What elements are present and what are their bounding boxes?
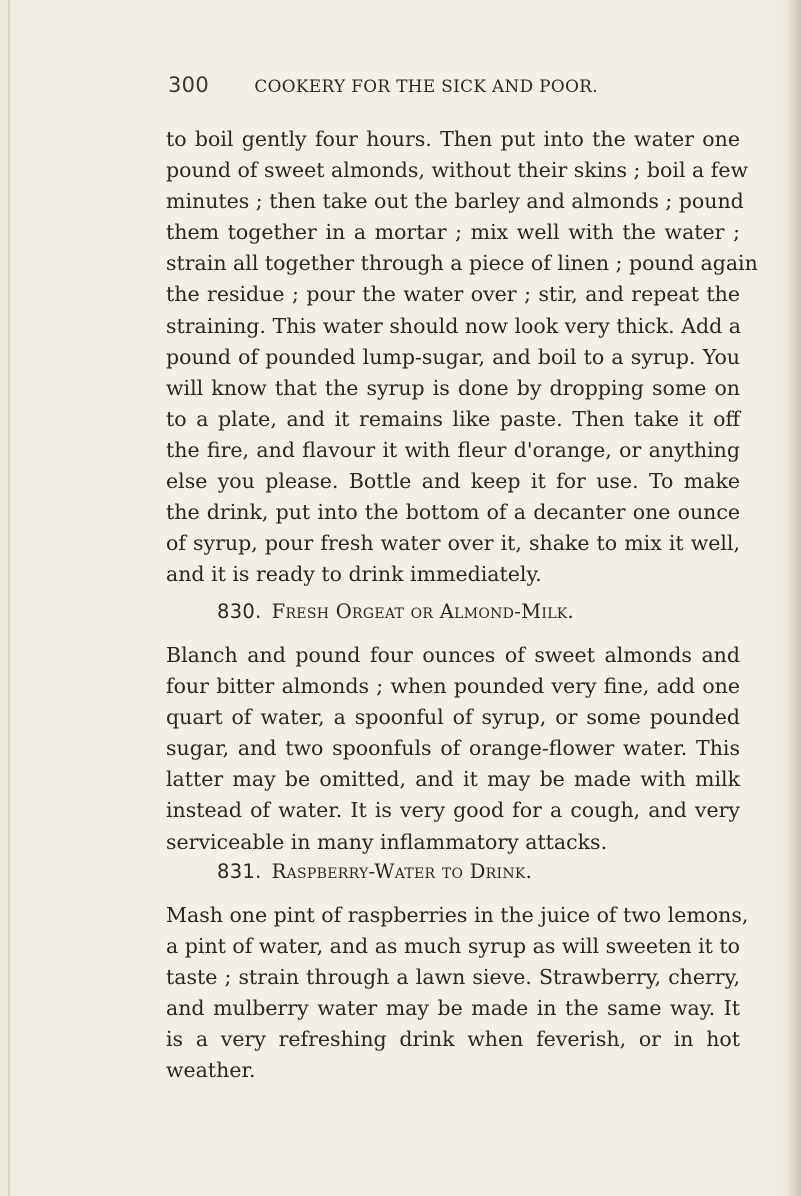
running-title: COOKERY FOR THE SICK AND POOR. (254, 76, 599, 96)
recipe-830-heading (217, 600, 574, 623)
paragraph-line: latter may be omitted, and it may be made with milk (166, 767, 740, 792)
paragraph-line: will know that the syrup is done by dropping some on (166, 375, 740, 400)
paragraph-line: them together in a mortar ; mix well with the water ; (166, 220, 740, 245)
recipe-830-body (166, 640, 740, 858)
paragraph-line: taste ; strain through a lawn sieve. Strawberry, cherry, (166, 965, 740, 990)
paragraph-line: Mash one pint of raspberries in the juice of two lemons, (166, 903, 749, 927)
paragraph-line: weather. (166, 1058, 256, 1083)
paragraph-line: is a very refreshing drink when feverish, or in hot (166, 1027, 740, 1052)
recipe-number: 830. (217, 600, 262, 623)
paragraph-line: four bitter almonds ; when pounded very fine, add one (166, 674, 740, 699)
paragraph-line: else you please. Bottle and keep it for use. To make (166, 469, 740, 494)
paragraph-line: instead of water. It is very good for a cough, and very (166, 798, 740, 823)
intro-paragraph (166, 124, 758, 590)
recipe-title: Fresh Orgeat or Almond-Milk. (271, 600, 575, 623)
paragraph-line: to a plate, and it remains like paste. Then take it off (166, 406, 740, 431)
paragraph-line: and it is ready to drink immediately. (166, 562, 542, 587)
paragraph-line: pound of sweet almonds, without their skins ; boil a few (166, 158, 749, 183)
paragraph-line: a pint of water, and as much syrup as will sweeten it to (166, 934, 740, 959)
paragraph-line: to boil gently four hours. Then put into the water one (166, 127, 740, 151)
paragraph-line: the drink, put into the bottom of a decanter one ounce (166, 500, 740, 525)
paragraph-line: strain all together through a piece of linen ; pound again (166, 251, 758, 276)
paragraph-line: sugar, and two spoonfuls of orange-flower water. This (166, 736, 740, 761)
paragraph-line: Blanch and pound four ounces of sweet almonds and (166, 643, 740, 667)
recipe-831-heading (217, 860, 532, 883)
paragraph-line: and mulberry water may be made in the same way. It (166, 996, 740, 1021)
recipe-831-body (166, 900, 749, 1087)
page-header (168, 73, 598, 97)
page-binding-edge (8, 0, 10, 1196)
page-number: 300 (168, 73, 209, 97)
paragraph-line: minutes ; then take out the barley and almonds ; pound (166, 189, 744, 214)
paragraph-line: quart of water, a spoonful of syrup, or some pounded (166, 705, 740, 730)
paragraph-line: straining. This water should now look very thick. Add a (166, 313, 741, 338)
recipe-title: Raspberry-Water to Drink. (271, 860, 533, 883)
paragraph-line: of syrup, pour fresh water over it, shake to mix it well, (166, 531, 740, 556)
paragraph-line: the fire, and flavour it with fleur d'orange, or anything (166, 437, 740, 462)
recipe-number: 831. (217, 860, 262, 883)
paragraph-line: serviceable in many inflammatory attacks. (166, 829, 608, 854)
page-edge-shadow (787, 0, 801, 1196)
paragraph-line: the residue ; pour the water over ; stir, and repeat the (166, 282, 740, 307)
paragraph-line: pound of pounded lump-sugar, and boil to a syrup. You (166, 344, 740, 369)
